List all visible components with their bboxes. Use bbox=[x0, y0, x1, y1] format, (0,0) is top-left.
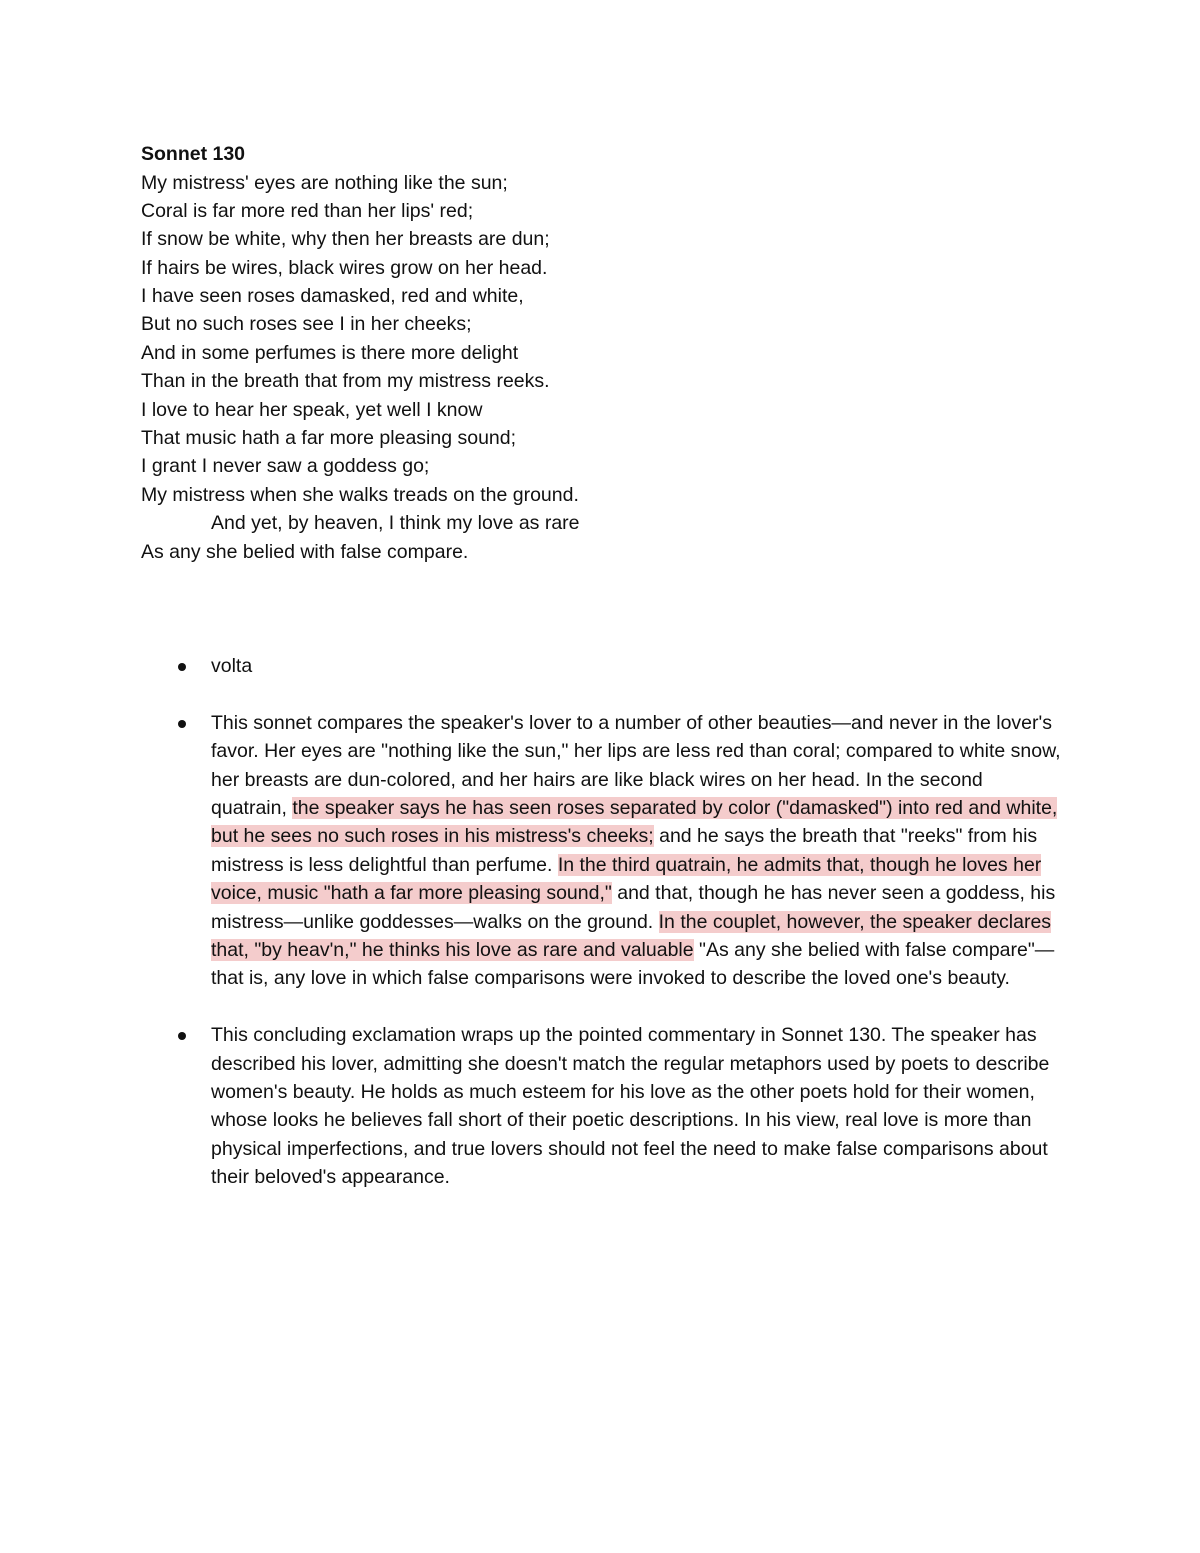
poem-line: I have seen roses damasked, red and white, bbox=[141, 285, 524, 308]
poem-line: As any she belied with false compare. bbox=[141, 540, 469, 563]
poem-line-indented: And yet, by heaven, I think my love as rare bbox=[211, 512, 580, 535]
note-item-conclusion bbox=[141, 1021, 1061, 1191]
highlighted-text: In the couplet, however, the speaker declares that, "by heav'n," he thinks his love as rare and valuable bbox=[211, 910, 1052, 962]
poem-line: I grant I never saw a goddess go; bbox=[141, 455, 430, 478]
note-text: volta bbox=[211, 655, 253, 677]
note-text: and he says the breath that "reeks" from his mistress is less delightful than perfume. bbox=[211, 825, 1038, 876]
poem-line: My mistress' eyes are nothing like the sun; bbox=[141, 171, 508, 194]
note-text: This sonnet compares the speaker's lover to a number of other beauties—and never in the lover's favor. Her eyes are "nothing like the sun," her lips are less red than coral; compared to white snow, her breasts are dun-colored, and her hairs are like black wires on her head. In the second quatrain, bbox=[211, 711, 1061, 820]
highlighted-text: the speaker says he has seen roses separated by color ("damasked") into red and white, but he sees no such roses in his mistress's cheeks; bbox=[211, 797, 1058, 848]
poem-line: Than in the breath that from my mistress reeks. bbox=[141, 370, 550, 393]
poem-line: That music hath a far more pleasing sound; bbox=[141, 427, 517, 450]
note-text: and that, though he has never seen a goddess, his mistress—unlike goddesses—walks on the ground. bbox=[211, 882, 1056, 933]
bullet-icon bbox=[178, 663, 186, 671]
poem-line: But no such roses see I in her cheeks; bbox=[141, 313, 472, 336]
poem-line: If snow be white, why then her breasts are dun; bbox=[141, 228, 550, 251]
bullet-icon bbox=[178, 720, 186, 728]
poem-line: And in some perfumes is there more delight bbox=[141, 341, 519, 364]
bullet-icon bbox=[178, 1032, 186, 1040]
poem bbox=[141, 140, 1041, 566]
highlighted-text: In the third quatrain, he admits that, though he loves her voice, music "hath a far more pleasing sound," bbox=[211, 853, 1042, 905]
poem-line: I love to hear her speak, yet well I know bbox=[141, 398, 483, 421]
note-item-volta bbox=[141, 652, 1061, 680]
poem-line: My mistress when she walks treads on the ground. bbox=[141, 483, 579, 506]
note-item-summary bbox=[141, 709, 1061, 993]
poem-line: If hairs be wires, black wires grow on her head. bbox=[141, 256, 548, 279]
note-text: This concluding exclamation wraps up the pointed commentary in Sonnet 130. The speaker has described his lover, admitting she doesn't match the regular metaphors used by poets to describe women's beauty. He holds as much esteem for his love as the other poets hold for their women, whose looks he believes fall short of their poetic descriptions. In his view, real love is more than physical imperfections, and true lovers should not feel the need to make false comparisons about their beloved's appearance. bbox=[211, 1024, 1050, 1189]
notes-list bbox=[141, 652, 1061, 1220]
poem-line: Coral is far more red than her lips' red; bbox=[141, 199, 474, 222]
note-text: "As any she belied with false compare"—that is, any love in which false comparisons were invoked to describe the loved one's beauty. bbox=[211, 939, 1055, 990]
poem-title: Sonnet 130 bbox=[141, 143, 246, 165]
